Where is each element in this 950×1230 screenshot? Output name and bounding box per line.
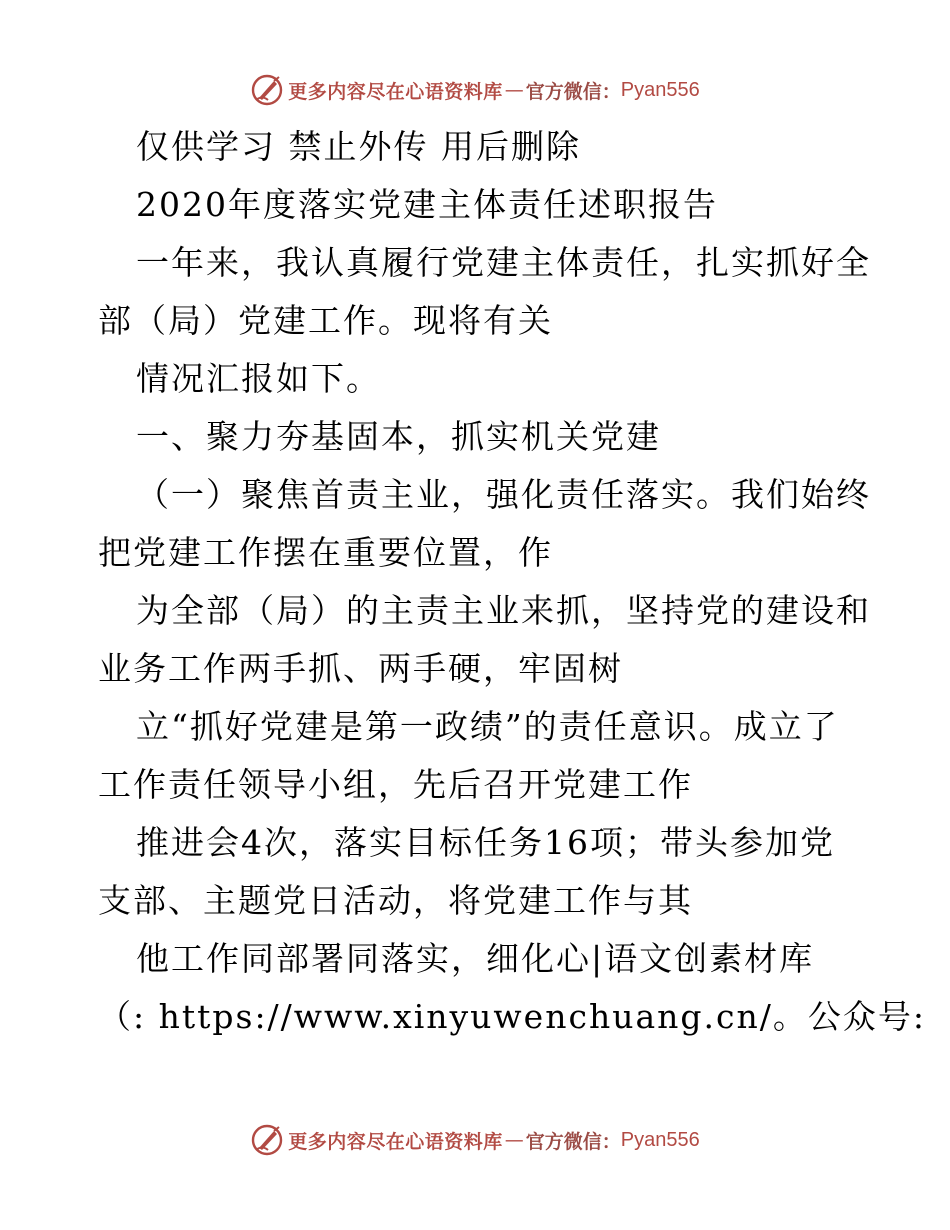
quill-pen-logo-icon [250, 73, 284, 107]
watermark-wechat-id: Pyan556 [620, 78, 700, 101]
header-watermark [0, 70, 950, 110]
paragraph-line: 部（局）党建工作。现将有关 [98, 301, 553, 340]
watermark-wechat-label: 官方微信： [525, 80, 621, 103]
paragraph-line: 业务工作两手抓、两手硬，牢固树 [98, 649, 623, 688]
paragraph-line: 工作责任领导小组，先后召开党建工作 [98, 765, 693, 804]
document-body [98, 118, 926, 1046]
document-title: 2020年度落实党建主体责任述职报告 [136, 185, 718, 224]
paragraph-line: （: https://www.xinyuwenchuang.cn/。公众号: [98, 997, 926, 1036]
watermark-dash: — [504, 1129, 524, 1151]
watermark-wechat-id: Pyan556 [620, 1128, 700, 1151]
watermark-site-text: 更多内容尽在心语资料库 [288, 1130, 503, 1153]
paragraph-line: 他工作同部署同落实，细化心|语文创素材库 [136, 939, 815, 978]
paragraph-line: 推进会4次，落实目标任务16项；带头参加党 [136, 823, 835, 862]
notice-line: 仅供学习 禁止外传 用后删除 [136, 127, 581, 166]
paragraph-line: 把党建工作摆在重要位置，作 [98, 533, 553, 572]
paragraph-line: 情况汇报如下。 [136, 359, 381, 398]
watermark-dash: — [504, 79, 524, 101]
watermark-wechat-label: 官方微信： [525, 1130, 621, 1153]
paragraph-line: 为全部（局）的主责主业来抓，坚持党的建设和 [136, 591, 871, 630]
section-heading: 一、聚力夯基固本，抓实机关党建 [136, 417, 661, 456]
subsection-line: （一）聚焦首责主业，强化责任落实。我们始终 [136, 475, 871, 514]
paragraph-line: 一年来，我认真履行党建主体责任，扎实抓好全 [136, 243, 871, 282]
footer-watermark [0, 1120, 950, 1160]
paragraph-line: 立“抓好党建是第一政绩”的责任意识。成立了 [136, 707, 839, 746]
paragraph-line: 支部、主题党日活动，将党建工作与其 [98, 881, 693, 920]
quill-pen-logo-icon [250, 1123, 284, 1157]
watermark-site-text: 更多内容尽在心语资料库 [288, 80, 503, 103]
